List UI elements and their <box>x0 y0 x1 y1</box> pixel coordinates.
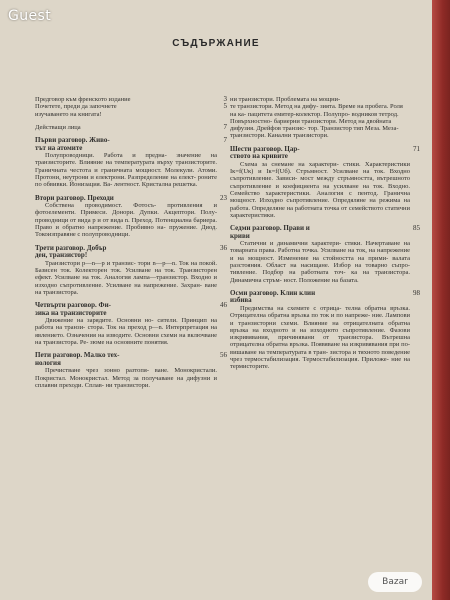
page-number: 98 <box>413 288 420 297</box>
toc-entry-description: Транзистори p—n—p и транзис- тори n—p—n. Ток на покой. Базисен ток. Колекторен ток. Усилване на ток. Транзисторен ефект. Усилване на ток. Аналогия лампа—транзистор. Входно и изходно съпротивление. Усилване на напрежение. Захран- ване на транзистора. <box>35 259 217 296</box>
toc-entry-description: Статични и динамични характери- стики. Начертаване на товарната права. Работна точка. Усилване на ток, на напрежение и на мощност. Изменение на стойността на прими- валата разстояния. Област на насищане. Избор на товарно съпро- тивление. Подбор на работната точ- ка на транзистора. Динамична стръм- ност. Положение на базата. <box>230 240 410 284</box>
toc-entry <box>230 144 420 219</box>
page-number: 85 <box>413 224 420 233</box>
toc-entry-text: изучаването на книгата! <box>35 110 102 118</box>
toc-entry-description: Полупроводници. Работа и предна- значение на транзисторите. Влияние на температурата върху транзисторите. Граничната честота и граничната мощност. Молекули. Атоми. Протони, неутрони и електрони. Разпределение на елект- роните по обвивки. Йонизация. Ва- лентност. Кристална решетка. <box>35 152 217 189</box>
toc-entry <box>35 122 227 131</box>
toc-entry-text: те транзистори. Метод на дифу- зията. Време на пробега. Роля на ка- пацитета емитер-колектор. Полупро- водников тетрод. Повърхностно- бариерни транзистори. Метод на двойната дифузия. Дрейфов транзис- тор. Транзистор тип Меза. Меза- транзистори. Канални транзистори. <box>230 103 403 140</box>
toc-entry-title-cont: криви <box>230 231 250 240</box>
toc-entry-description: Пречистване чрез зонно разтопя- ване. Монокристали. Покристал. Монокристал. Метод за получаване на дифузни и сплавни преходи. Сплав- ни транзистори. <box>35 367 217 389</box>
page-number: 23 <box>220 193 227 202</box>
toc-entry <box>230 288 420 371</box>
toc-entry-description: Предимства на схемите с отрица- телна обратна връзка. Отрицателна обратна връзка по ток и по напреже- ние. Лампови и транзисторни схеми. Влияние на отрицателната обратна връзка на входното и на изходното съпротивление. Фазови изкривявания, причинявани от транзистора. Вътрешна отрицателна обратна връзка. Появяване на изкривявания при по- вишаване на температурата в тран- зистора и тяхното поведение чрез термостабилизация. Термостабилизация. Приложе- ние на термисторите. <box>230 304 410 371</box>
book-spine <box>432 0 450 600</box>
toc-entry-title: Пети разговор. Малко тех- <box>35 351 120 360</box>
toc-entry-title-cont: избива <box>230 296 252 305</box>
page-number: 56 <box>220 351 227 360</box>
toc-right-column <box>230 96 420 377</box>
toc-entry-title-cont: ден, транзистор! <box>35 251 88 260</box>
toc-entry-title: Четвърти разговор. Фи- <box>35 301 111 310</box>
toc-entry <box>35 193 227 239</box>
page-number: 71 <box>413 144 420 153</box>
toc-entry-title-cont: ството на кривите <box>230 152 288 161</box>
bazar-logo: Bazar <box>368 572 422 592</box>
toc-entry-title: Първи разговор. Живо- <box>35 136 110 145</box>
toc-left-column <box>35 95 227 395</box>
toc-entry-text: Почетете, преди да започнете <box>35 103 117 111</box>
toc-entry <box>35 301 227 347</box>
page-number: 3 <box>223 95 227 103</box>
guest-watermark: Guest <box>8 8 52 24</box>
page-number: 5 <box>223 102 227 110</box>
toc-entry-title-cont: тът на атомите <box>35 143 83 152</box>
toc-entry <box>35 95 227 118</box>
toc-entry-description: Собствена проводимост. Фотосъ- противления и фотоелементи. Примеси. Донори. Дупки. Акцептори. Полу- проводници от вида p и от вида n. Преход. Потенциална бариера. Право и обратно напрежение. Пробивно на- пружение. Диод. Токоизправяне с полупроводници. <box>35 202 217 239</box>
toc-entry <box>35 351 227 389</box>
toc-entry-title: Втори разговор. Преходи <box>35 193 114 202</box>
toc-entry-title: Седми разговор. Прави и <box>230 224 310 233</box>
toc-entry <box>230 96 410 140</box>
toc-entry <box>35 243 227 296</box>
toc-entry-title: Трети разговор. Добър <box>35 243 107 252</box>
toc-entry-title: Осми разговор. Клин клин <box>230 288 316 297</box>
toc-entry-text: Предговор към френското издание <box>35 96 131 103</box>
page-number: 46 <box>220 301 227 310</box>
page-title: СЪДЪРЖАНИЕ <box>172 38 260 49</box>
toc-entry-text: Действащи лица <box>35 123 81 131</box>
toc-entry <box>35 136 227 189</box>
toc-entry-title-cont: зика на транзисторите <box>35 308 107 317</box>
toc-entry-text: ни транзистори. Проблемата на мощни- <box>230 96 341 103</box>
page-number: 36 <box>220 243 227 252</box>
toc-entry <box>230 224 420 284</box>
toc-entry-title: Шести разговор. Цар- <box>230 144 300 153</box>
toc-entry-description: Схема за снемане на характери- стики. Характеристики Iк=f(Uк) и Iк=f(Uб). Стръмност. Усилване на ток. Входно съпротивление. Зависи- мост между стръмността, вътрешното съпротивление и коефициента на усилване на ток. Входно. Семейство характеристики. Аналогия с пентод. Гранична мощност. Изходно съпротивление. Опредяляне на режима на работа. Определяне на работната точка от семейството статични характеристики. <box>230 160 410 219</box>
toc-entry-title-cont: нология <box>35 358 61 367</box>
page-number: 7 <box>223 122 227 131</box>
page-number: 7 <box>223 136 227 145</box>
toc-entry-description: Движение на зарядите. Основни но- сители. Принцип на работа на транзи- стора. Ток на преход p—n. Интерпретация на явлението. Означения на изводите. Основни схеми на включване на транзистора. Ре- зюме на основните понятия. <box>35 317 217 347</box>
